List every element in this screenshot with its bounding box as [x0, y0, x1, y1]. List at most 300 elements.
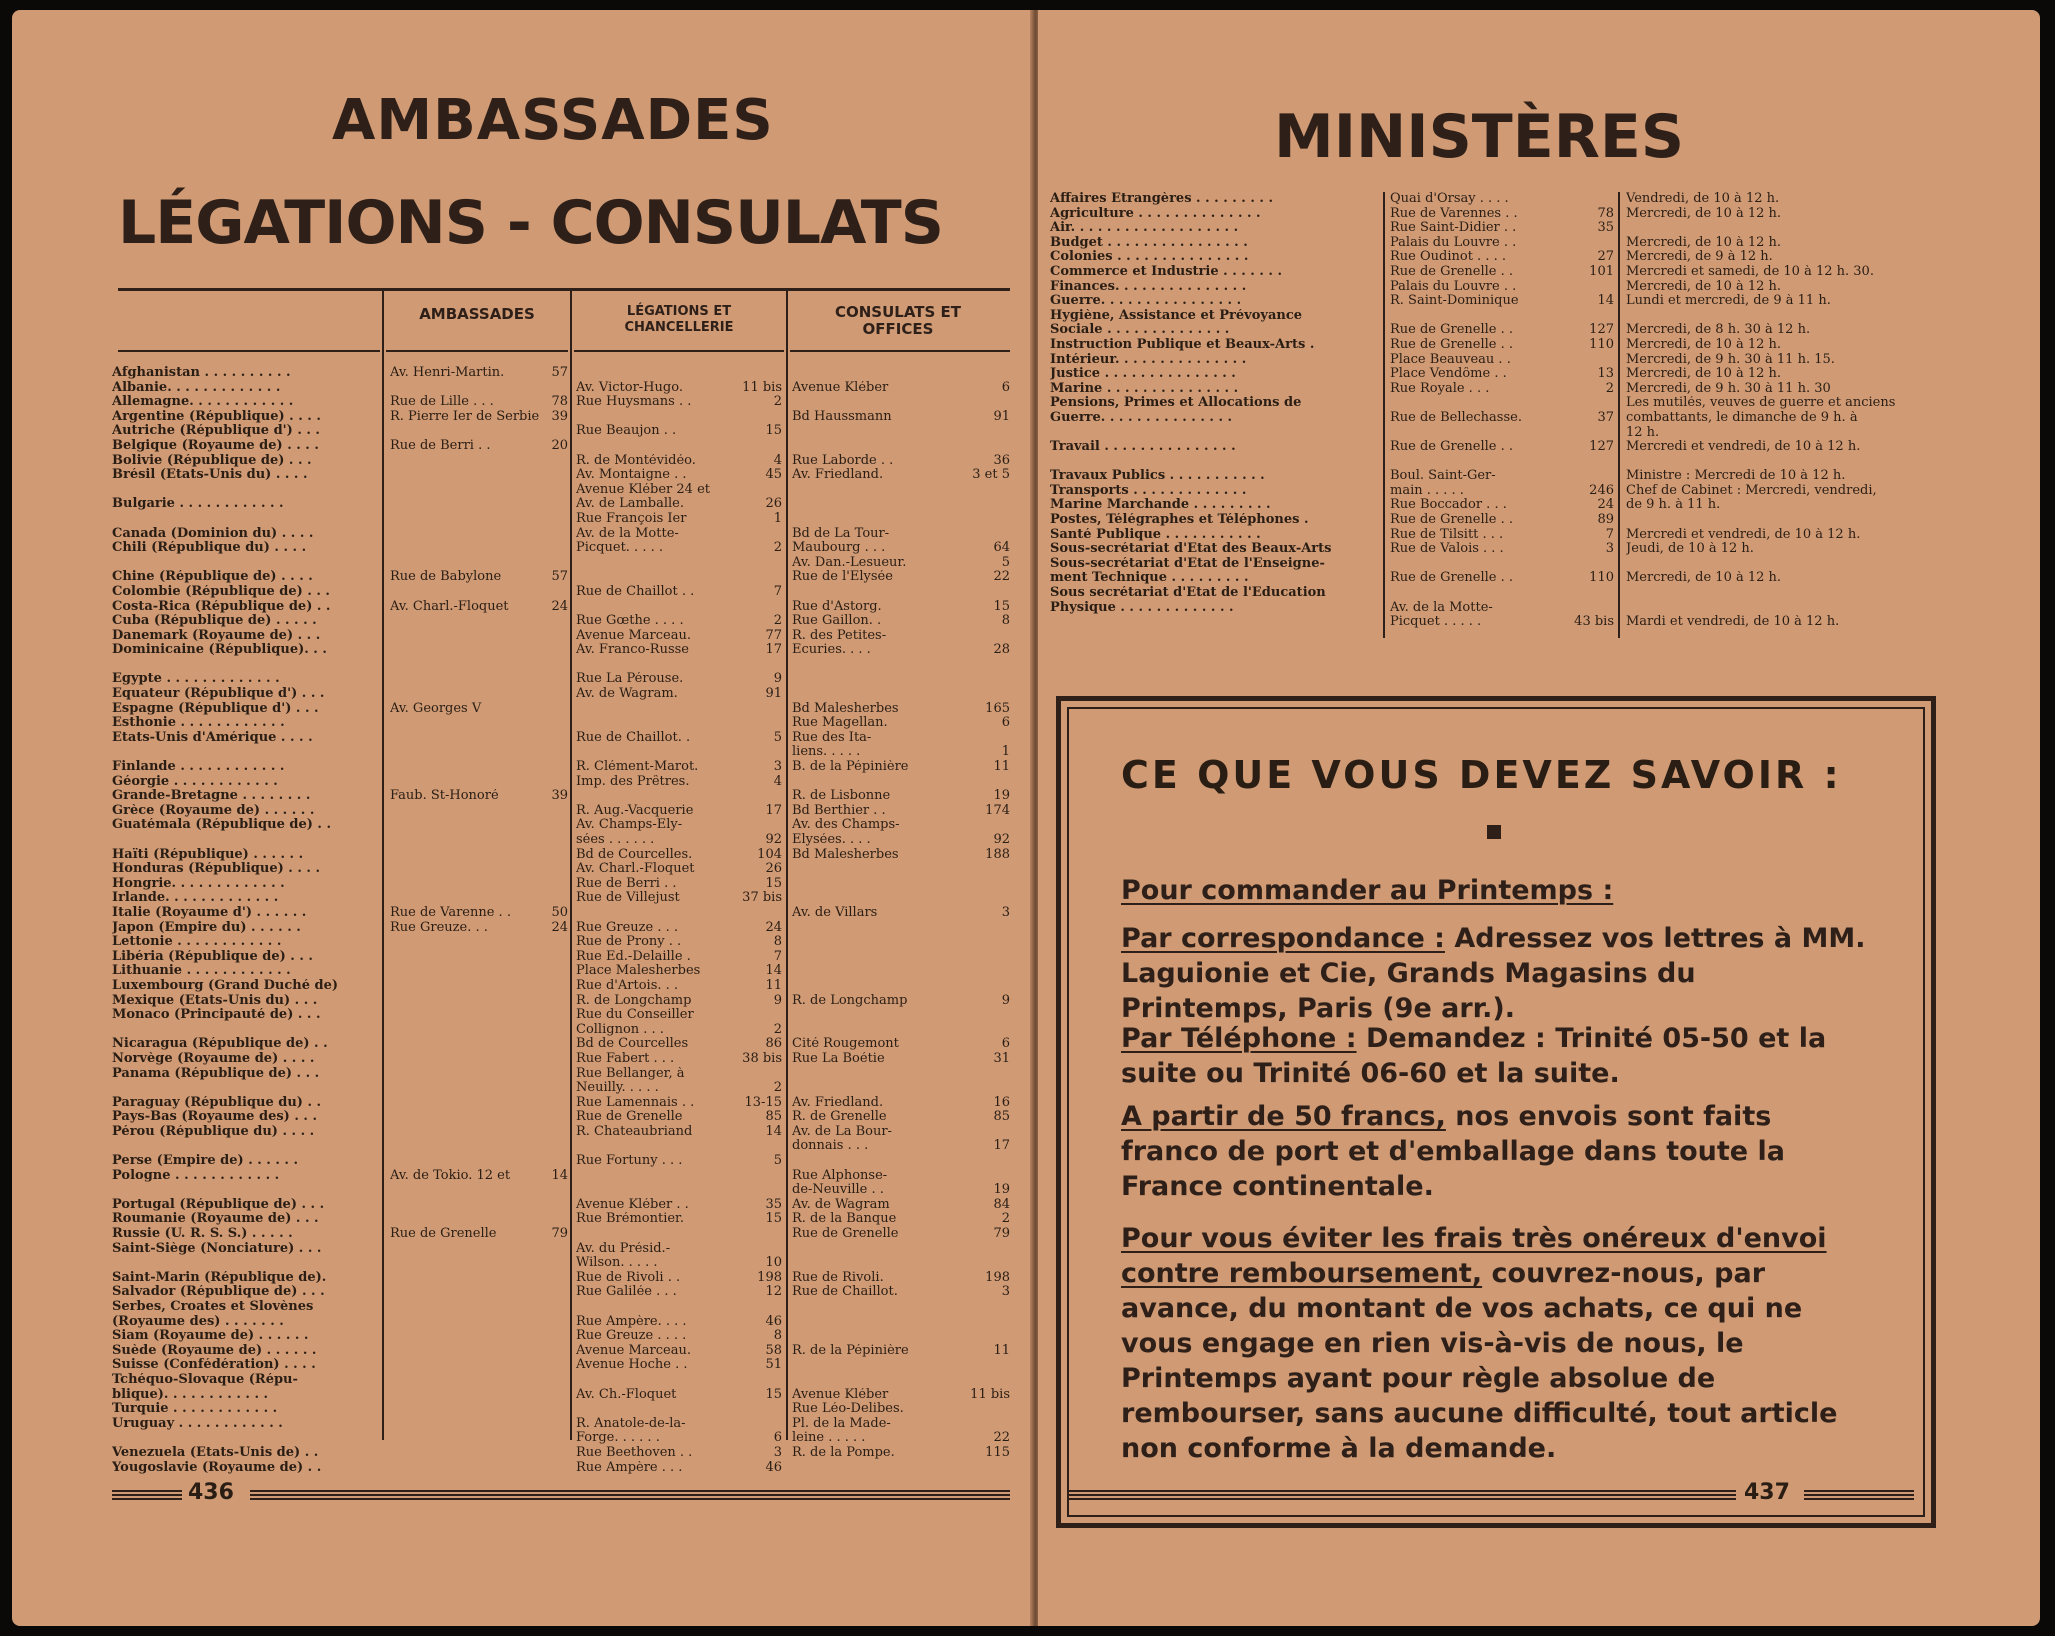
legation-entry — [576, 1256, 782, 1271]
order-heading-text: Pour commander au Printemps : — [1121, 875, 1614, 906]
legation-entry — [576, 1198, 782, 1213]
ambassade-entry-street: R. Pierre Ier de Serbie — [390, 409, 540, 424]
legation-entry-street: Rue de Prony . . — [576, 935, 682, 950]
legation-entry — [576, 570, 782, 585]
ambassade-entry — [390, 629, 568, 644]
consulat-entry — [792, 1344, 1010, 1359]
consulat-entry-street: Maubourg . . . — [792, 541, 886, 556]
legation-entry-number: 5 — [773, 1154, 782, 1169]
legation-entry-number: 35 — [765, 1197, 782, 1212]
ministere-address-street: Boul. Saint-Ger- — [1390, 469, 1496, 484]
consulat-entry — [792, 1388, 1010, 1403]
ministere-address-number: 27 — [1597, 250, 1614, 265]
legation-entry — [576, 424, 782, 439]
legation-entry-street: Av. Franco-Russe — [576, 643, 689, 658]
ambassade-entry-number: 39 — [551, 409, 568, 424]
consulat-entry-street: R. de la Pépinière — [792, 1343, 909, 1358]
ministere-address — [1390, 396, 1614, 411]
country-entry — [112, 833, 378, 848]
legation-entry — [576, 1227, 782, 1242]
consulat-entry-number: 15 — [993, 599, 1010, 614]
ministere-hours: Mercredi, de 10 à 12 h. — [1626, 571, 1782, 586]
ambassade-entry — [390, 497, 568, 512]
consulat-entry-street: Rue La Boétie — [792, 1051, 885, 1066]
legation-entry-number: 2 — [773, 541, 782, 556]
country-entry — [112, 556, 378, 571]
country-entry — [112, 483, 378, 498]
franco-paragraph — [1121, 1099, 1867, 1204]
legation-entry — [576, 1037, 782, 1052]
legation-entry — [576, 1081, 782, 1096]
consulat-entry — [792, 1242, 1010, 1257]
legation-entry-number: 17 — [765, 643, 782, 658]
cod-label: Pour vous éviter les frais très onéreux d'envoi contre remboursement, — [1121, 1223, 1827, 1289]
legation-entry — [576, 1446, 782, 1461]
consulat-entry-street: R. de Lisbonne — [792, 789, 891, 804]
ministere-entry: Marine . . . . . . . . . . . . . . . — [1050, 381, 1239, 396]
ambassade-entry — [390, 877, 568, 892]
consulat-entry — [792, 629, 1010, 644]
consulat-entry-street: Rue de Chaillot. — [792, 1285, 898, 1300]
ambassade-entry-number: 24 — [551, 599, 568, 614]
consulat-entry-number: 115 — [985, 1445, 1010, 1460]
legation-entry-number: 1 — [773, 511, 782, 526]
consulat-entry-street: liens. . . . . — [792, 745, 861, 760]
ministere-address — [1390, 615, 1614, 630]
legation-entry-number: 46 — [765, 1314, 782, 1329]
ambassades-list — [390, 366, 568, 1242]
consulat-entry-street: Rue d'Astorg. — [792, 599, 882, 614]
ambassade-entry-street: Rue de Berri . . — [390, 438, 491, 453]
ministere-hours: Mercredi, de 9 h. 30 à 11 h. 15. — [1626, 352, 1835, 367]
ministere-address-street: Rue de Grenelle . . — [1390, 323, 1514, 338]
legation-entry-street: Collignon . . . — [576, 1022, 664, 1037]
ministere-address — [1390, 192, 1614, 207]
legation-entry-number: 15 — [765, 1387, 782, 1402]
legation-entry — [576, 366, 782, 381]
ministere-entry — [1050, 615, 1380, 630]
left-page — [12, 10, 1034, 1626]
ministere-address-number: 7 — [1605, 527, 1614, 542]
country-entry: Venezuela (Etats-Unis de) . . — [112, 1445, 319, 1460]
ministere-address — [1390, 601, 1614, 616]
country-entry: Dominicaine (République). . . — [112, 643, 327, 658]
consulat-entry — [792, 862, 1010, 877]
ministere-address — [1390, 440, 1614, 455]
footer-stripe-right — [250, 1490, 1010, 1502]
consulat-entry-street: Av. Friedland. — [792, 468, 884, 483]
legation-entry — [576, 395, 782, 410]
country-entry: Pays-Bas (Royaume des) . . . — [112, 1110, 317, 1125]
ministere-hours: Les mutilés, veuves de guerre et anciens — [1626, 396, 1896, 411]
country-entry: Luxembourg (Grand Duché de) — [112, 978, 339, 993]
ministere-entry — [1050, 426, 1380, 441]
consulat-entry — [792, 1402, 1010, 1417]
ambassade-entry — [390, 818, 568, 833]
country-entry: Géorgie . . . . . . . . . . . . — [112, 774, 278, 789]
ambassade-entry — [390, 672, 568, 687]
ambassade-entry — [390, 1067, 568, 1082]
ministere-hours: combattants, le dimanche de 9 h. à — [1626, 410, 1858, 425]
legation-entry-number: 11 — [765, 978, 782, 993]
ministere-hours: Mercredi et vendredi, de 10 à 12 h. — [1626, 527, 1861, 542]
consulat-entry-street: Pl. de la Made- — [792, 1416, 891, 1431]
ministere-entry: Justice . . . . . . . . . . . . . . . — [1050, 367, 1236, 382]
ministere-address — [1390, 280, 1614, 295]
consulat-entry — [792, 585, 1010, 600]
country-entry: Honduras (République) . . . . — [112, 862, 320, 877]
consulat-entry — [792, 1154, 1010, 1169]
ministere-entry: Sous secrétariat d'Etat de l'Education — [1050, 586, 1326, 601]
ambassade-entry — [390, 950, 568, 965]
ambassade-entry-street: Av. Charl.-Floquet — [390, 599, 509, 614]
legation-entry-street: Rue Bellanger, à — [576, 1066, 685, 1081]
ministere-hours: Mercredi, de 10 à 12 h. — [1626, 279, 1782, 294]
legation-entry-number: 11 bis — [742, 380, 782, 395]
legation-entry-number: 24 — [765, 920, 782, 935]
legation-entry-number: 5 — [773, 730, 782, 745]
legation-entry — [576, 1169, 782, 1184]
consulat-entry — [792, 935, 1010, 950]
title-legations-consulats: LÉGATIONS - CONSULATS — [118, 188, 943, 258]
consulat-entry — [792, 570, 1010, 585]
legation-entry-street: Rue Beaujon . . — [576, 424, 677, 439]
consulat-entry — [792, 716, 1010, 731]
ministere-address-number: 3 — [1605, 542, 1614, 557]
legation-entry-street: Av. de Wagram. — [576, 687, 678, 702]
legation-entry-number: 15 — [765, 876, 782, 891]
ambassade-entry — [390, 1096, 568, 1111]
consulat-entry-street: Av. de Villars — [792, 905, 878, 920]
ministere-entry: Budget . . . . . . . . . . . . . . . . — [1050, 235, 1248, 250]
consulat-entry — [792, 439, 1010, 454]
legation-entry — [576, 1329, 782, 1344]
ministere-address-number: 2 — [1605, 381, 1614, 396]
consulat-entry-number: 2 — [1001, 1212, 1010, 1227]
legation-entry-number: 4 — [773, 453, 782, 468]
legation-entry — [576, 541, 782, 556]
legation-entry — [576, 672, 782, 687]
consulat-entry-number: 22 — [993, 1431, 1010, 1446]
consulat-entry — [792, 424, 1010, 439]
legation-entry — [576, 731, 782, 746]
country-entry: Serbes, Croates et Slovènes — [112, 1300, 314, 1314]
consulat-entry — [792, 483, 1010, 498]
ambassade-entry — [390, 1154, 568, 1169]
ministere-address-number: 14 — [1597, 294, 1614, 309]
country-entry: Chine (République de) . . . . — [112, 570, 313, 585]
consulat-entry — [792, 468, 1010, 483]
ministere-address-street: Quai d'Orsay . . . . — [1390, 192, 1509, 206]
legation-entry-street: Rue Fabert . . . — [576, 1051, 675, 1066]
consulat-entry-number: 92 — [993, 833, 1010, 847]
ambassade-entry — [390, 366, 568, 381]
country-entry: Bolivie (République de) . . . — [112, 453, 312, 468]
ambassade-entry — [390, 1023, 568, 1038]
consulat-entry-street: Rue Gaillon. . — [792, 614, 882, 629]
ministere-address-number: 110 — [1589, 337, 1614, 352]
country-entry: Suède (Royaume de) . . . . . . — [112, 1343, 317, 1358]
ministere-address-street: Rue de Grenelle . . — [1390, 337, 1514, 352]
consulat-entry — [792, 1431, 1010, 1446]
ambassade-entry — [390, 687, 568, 702]
legation-entry — [576, 468, 782, 483]
legation-entry — [576, 862, 782, 877]
column-divider-3 — [786, 290, 788, 1440]
consulat-entry-street: Bd Malesherbes — [792, 847, 899, 862]
ministere-address-street: Rue de Grenelle . . — [1390, 513, 1514, 528]
consulat-entry-number: 11 bis — [970, 1387, 1010, 1402]
ambassade-entry — [390, 921, 568, 936]
ministere-address — [1390, 411, 1614, 426]
legation-entry — [576, 1417, 782, 1432]
consulat-entry-street: Rue Alphonse- — [792, 1168, 888, 1183]
consulat-entry-number: 5 — [1001, 555, 1010, 570]
country-entry: Italie (Royaume d') . . . . . . — [112, 905, 307, 920]
ministere-hours: Chef de Cabinet : Mercredi, vendredi, — [1626, 483, 1877, 498]
legation-entry — [576, 716, 782, 731]
ambassade-entry — [390, 1081, 568, 1096]
consulat-entry — [792, 1169, 1010, 1184]
consulat-entry — [792, 1139, 1010, 1154]
ministere-address-street: Rue de Grenelle . . — [1390, 571, 1514, 586]
legation-entry-street: Avenue Kléber 24 et — [576, 482, 710, 497]
country-entry: Lettonie . . . . . . . . . . . . — [112, 935, 282, 950]
legation-entry-number: 85 — [765, 1110, 782, 1125]
country-entry: Siam (Royaume de) . . . . . . — [112, 1329, 309, 1344]
legation-entry-number: 38 bis — [742, 1051, 782, 1066]
consulat-entry — [792, 658, 1010, 673]
legation-entry-street: Rue Galilée . . . — [576, 1285, 677, 1300]
ambassade-entry-number: 14 — [551, 1168, 568, 1183]
ministere-hours: 12 h. — [1626, 425, 1660, 440]
ministere-address-street: Rue de Grenelle . . — [1390, 264, 1514, 279]
country-entry: Albanie. . . . . . . . . . . . . — [112, 380, 281, 395]
country-entry: Roumanie (Royaume de) . . . — [112, 1212, 319, 1227]
legation-entry-street: Rue d'Artois. . . — [576, 978, 679, 993]
legation-entry-street: Av. Ch.-Floquet — [576, 1387, 677, 1402]
legation-entry — [576, 1344, 782, 1359]
ministere-address — [1390, 571, 1614, 586]
legation-entry-number: 3 — [773, 1445, 782, 1460]
ministere-entry: Agriculture . . . . . . . . . . . . . . — [1050, 206, 1261, 221]
ministere-address-number: 101 — [1589, 264, 1614, 279]
legation-entry — [576, 600, 782, 615]
ministere-entry: Marine Marchande . . . . . . . . . — [1050, 498, 1271, 513]
consulat-entry-number: 28 — [993, 643, 1010, 658]
country-entry: Grande-Bretagne . . . . . . . . — [112, 789, 311, 804]
consulat-entry — [792, 1300, 1010, 1315]
legation-entry-number: 198 — [757, 1270, 782, 1285]
consulat-entry — [792, 877, 1010, 892]
country-entry: Saint-Marin (République de). — [112, 1270, 327, 1285]
country-entry: Paraguay (République du) . . — [112, 1095, 322, 1110]
page-number-right: 437 — [1744, 1480, 1790, 1505]
legation-entry-street: Wilson. . . . . — [576, 1256, 658, 1271]
consulat-entry — [792, 1285, 1010, 1300]
legation-entry — [576, 1300, 782, 1315]
consulat-entry — [792, 1212, 1010, 1227]
consulat-entry — [792, 1417, 1010, 1432]
consulat-entry — [792, 891, 1010, 906]
ministere-entry: Finances. . . . . . . . . . . . . . . — [1050, 279, 1247, 294]
ministere-address-street: Rue de Tilsitt . . . — [1390, 527, 1504, 542]
header-rule-legations — [574, 350, 784, 352]
consulat-entry-number: 8 — [1001, 614, 1010, 629]
legation-entry-number: 14 — [765, 1124, 782, 1139]
consulat-entry-number: 198 — [985, 1270, 1010, 1285]
ambassade-entry — [390, 541, 568, 556]
legation-entry-street: Av. de la Motte- — [576, 526, 679, 541]
ministere-address-street: Rue Royale . . . — [1390, 381, 1490, 396]
ministere-address-street: Rue de Bellechasse. — [1390, 410, 1522, 425]
ambassade-entry — [390, 1227, 568, 1242]
ministere-address — [1390, 338, 1614, 353]
ministere-address-number: 89 — [1597, 513, 1614, 528]
consulat-entry — [792, 745, 1010, 760]
consulat-entry — [792, 497, 1010, 512]
legation-entry-street: Place Malesherbes — [576, 964, 701, 979]
consulat-entry-number: 3 et 5 — [972, 468, 1010, 483]
legation-entry-street: Rue de Villejust — [576, 891, 680, 906]
ministere-entry: Sous-secrétariat d'Etat des Beaux-Arts — [1050, 542, 1332, 557]
ministere-entry: Hygiène, Assistance et Prévoyance — [1050, 308, 1303, 323]
ambassade-entry — [390, 862, 568, 877]
ministere-hours: Vendredi, de 10 à 12 h. — [1626, 192, 1780, 206]
legation-entry — [576, 454, 782, 469]
legation-entry — [576, 760, 782, 775]
ambassade-entry — [390, 527, 568, 542]
ambassade-entry — [390, 745, 568, 760]
legation-entry-number: 51 — [765, 1358, 782, 1373]
legation-entry — [576, 1110, 782, 1125]
ambassade-entry-street: Rue de Lille . . . — [390, 395, 494, 410]
country-entry — [112, 658, 378, 673]
consulat-entry-number: 84 — [993, 1197, 1010, 1212]
consulat-entry-street: Rue Léo-Delibes. — [792, 1402, 904, 1417]
legation-entry-street: R. de Longchamp — [576, 993, 692, 1008]
info-box-title: CE QUE VOUS DEVEZ SAVOIR : — [1121, 753, 1842, 797]
consulat-entry — [792, 731, 1010, 746]
legation-entry-number: 45 — [765, 468, 782, 483]
consulat-entry-street: R. des Petites- — [792, 628, 887, 643]
consulat-entry — [792, 964, 1010, 979]
mail-label: Par correspondance : — [1121, 923, 1445, 954]
square-bullet — [1487, 825, 1501, 839]
ministere-hours: Mercredi, de 10 à 12 h. — [1626, 235, 1782, 250]
country-entry: Chili (République du) . . . . — [112, 541, 307, 556]
consulat-entry — [792, 833, 1010, 848]
ministere-address-number: 127 — [1589, 440, 1614, 455]
ministere-address — [1390, 498, 1614, 513]
consulat-entry — [792, 950, 1010, 965]
ambassade-entry-street: Rue de Babylone — [390, 570, 502, 585]
legation-entry-number: 26 — [765, 497, 782, 512]
legation-entry-street: Rue Ampère . . . — [576, 1460, 683, 1475]
consulat-entry — [792, 1329, 1010, 1344]
country-entry: Salvador (République de) . . . — [112, 1285, 325, 1300]
consulat-entry — [792, 1023, 1010, 1038]
country-entry: Argentine (République) . . . . — [112, 409, 321, 424]
consulat-entry — [792, 614, 1010, 629]
country-entry: (Royaume des) . . . . . . . — [112, 1314, 284, 1329]
ministere-address-number: 37 — [1597, 410, 1614, 425]
legation-entry — [576, 789, 782, 804]
legation-entry-number: 17 — [765, 803, 782, 818]
country-entry: Pologne . . . . . . . . . . . . — [112, 1168, 280, 1183]
consulat-entry-number: 91 — [993, 409, 1010, 424]
ambassade-entry — [390, 1052, 568, 1067]
ministere-entry: Air. . . . . . . . . . . . . . . . . . . — [1050, 221, 1239, 236]
ministere-address-number: 13 — [1597, 367, 1614, 382]
country-entry: Haïti (République) . . . . . . — [112, 847, 304, 862]
ambassade-entry — [390, 585, 568, 600]
legation-entry — [576, 891, 782, 906]
country-entry: Suisse (Confédération) . . . . — [112, 1358, 316, 1373]
ambassade-entry — [390, 1110, 568, 1125]
consulat-entry — [792, 1125, 1010, 1140]
consulat-entry — [792, 1183, 1010, 1198]
legation-entry — [576, 687, 782, 702]
country-entry: Cuba (République de) . . . . . — [112, 614, 317, 629]
country-entry: Tchéquo-Slovaque (Répu- — [112, 1372, 298, 1387]
ambassade-entry-number: 57 — [551, 366, 568, 380]
ministere-address — [1390, 513, 1614, 528]
ambassade-entry — [390, 994, 568, 1009]
ambassade-entry — [390, 833, 568, 848]
ministere-address-street: Rue de Varennes . . — [1390, 206, 1518, 221]
ministere-hours — [1626, 513, 1996, 528]
phone-text: Demandez : Trinité 05-50 et la suite ou Trinité 06-60 et la suite. — [1121, 1023, 1827, 1089]
ministere-address — [1390, 426, 1614, 441]
ministere-address-street: Place Vendôme . . — [1390, 367, 1507, 382]
country-list — [112, 366, 378, 1475]
consulat-entry-number: 19 — [993, 789, 1010, 804]
country-entry — [112, 1183, 378, 1198]
ministere-entry: Commerce et Industrie . . . . . . . — [1050, 264, 1282, 279]
consulat-entry-number: 31 — [993, 1051, 1010, 1066]
legation-entry-number: 104 — [757, 847, 782, 862]
consulat-entry-number: 3 — [1001, 905, 1010, 920]
ministere-entry: Colonies . . . . . . . . . . . . . . . — [1050, 250, 1249, 265]
legation-entry-number: 6 — [773, 1431, 782, 1446]
ministere-address-street: Rue Boccador . . . — [1390, 498, 1507, 513]
consulat-entry-number: 11 — [993, 760, 1010, 775]
ministere-hours: Mercredi, de 10 à 12 h. — [1626, 337, 1782, 352]
ministere-entry: ment Technique . . . . . . . . . — [1050, 571, 1249, 586]
legation-entry-number: 2 — [773, 614, 782, 629]
ministeres-list — [1050, 192, 1380, 630]
consulat-entry-street: Av. de La Bour- — [792, 1124, 892, 1139]
country-entry: Guatémala (République de) . . — [112, 818, 332, 833]
consulat-entry-street: Bd Berthier . . — [792, 803, 886, 818]
ambassade-entry — [390, 600, 568, 615]
header-legations: LÉGATIONS ET CHANCELLERIE — [624, 304, 734, 335]
consulat-entry — [792, 921, 1010, 936]
ministere-hours — [1626, 221, 1996, 236]
legation-entry — [576, 979, 782, 994]
ministere-entry: Transports . . . . . . . . . . . . . — [1050, 483, 1247, 498]
ministere-address — [1390, 309, 1614, 324]
legation-entry-number: 2 — [773, 395, 782, 410]
consulat-entry-number: 9 — [1001, 993, 1010, 1008]
ministere-hours: Mercredi, de 8 h. 30 à 12 h. — [1626, 323, 1811, 338]
legation-entry-street: Rue Brémontier. — [576, 1212, 684, 1227]
legation-entry-number: 14 — [765, 964, 782, 979]
legation-entry — [576, 1388, 782, 1403]
country-entry: Egypte . . . . . . . . . . . . . — [112, 672, 280, 687]
ambassade-entry — [390, 716, 568, 731]
